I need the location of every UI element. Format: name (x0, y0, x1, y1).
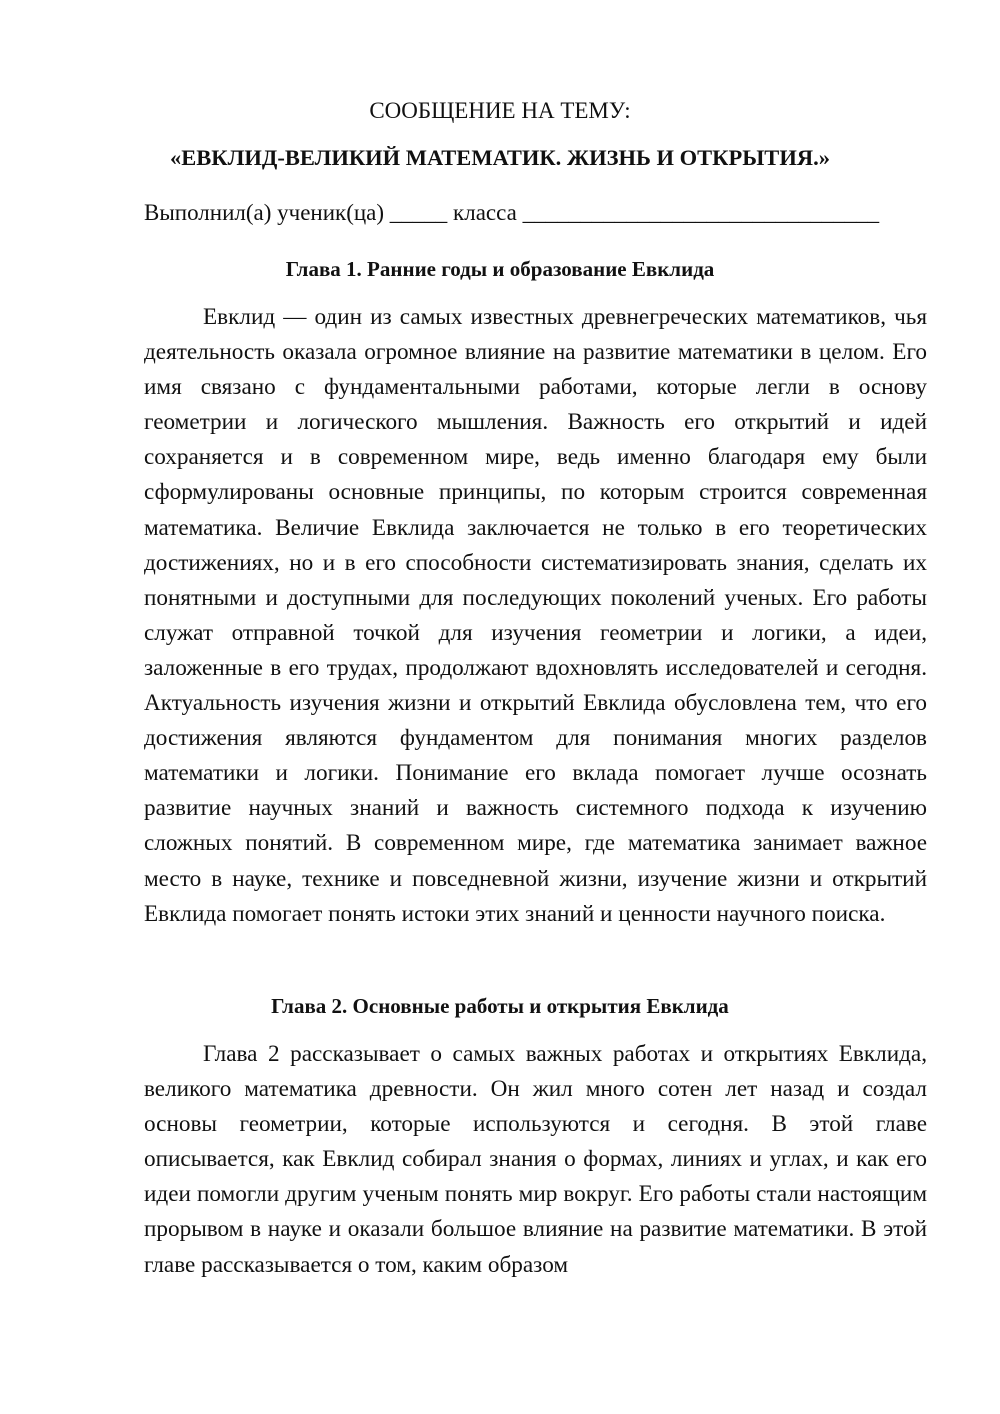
author-line: Выполнил(а) ученик(ца) _____ класса _______________________________ (144, 200, 880, 225)
report-label: СООБЩЕНИЕ НА ТЕМУ: (369, 98, 631, 123)
chapter-2-text: Глава 2 рассказывает о самых важных работах и открытиях Евклида, великого математика древности. Он жил много сотен лет назад и создал основы геометрии, которые используются и сегодня. В этой главе описывается, как Евклид собирал знания о формах, линиях и углах, и как его идеи помогли другим ученым понять мир вокруг. Его работы стали настоящим прорывом в науке и оказали большое влияние на развитие математики. В этой главе рассказывается о том, каким образом (144, 1041, 927, 1278)
chapter-2-title: Глава 2. Основные работы и открытия Евклида (271, 994, 729, 1018)
chapter-1-text: Евклид — один из самых известных древнегреческих математиков, чья деятельность оказала огромное влияние на развитие математики в целом. Его имя связано с фундаментальными работами, которые легли в основу геометрии и логического мышления. Важность его открытий и идей сохраняется и в современном мире, ведь именно благодаря ему были сформулированы основные принципы, по которым строится современная математика. Величие Евклида заключается не только в его теоретических достижениях, но и в его способности систематизировать знания, сделать их понятными и доступными для последующих поколений ученых. Его работы служат отправной точкой для изучения геометрии и логики, а идеи, заложенные в его трудах, продолжают вдохновлять исследователей и сегодня. Актуальность изучения жизни и открытий Евклида обусловлена тем, что его достижения являются фундаментом для понимания многих разделов математики и логики. Понимание его вклада помогает лучше осознать развитие научных знаний и важность системного подхода к изучению сложных понятий. В современном мире, где математика занимает важное место в науке, технике и повседневной жизни, изучение жизни и открытий Евклида помогает понять истоки этих знаний и ценности научного поиска. (144, 304, 927, 927)
chapter-1-title: Глава 1. Ранние годы и образование Евклида (285, 257, 715, 281)
report-title: «ЕВКЛИД-ВЕЛИКИЙ МАТЕМАТИК. ЖИЗНЬ И ОТКРЫТИЯ.» (170, 145, 830, 170)
